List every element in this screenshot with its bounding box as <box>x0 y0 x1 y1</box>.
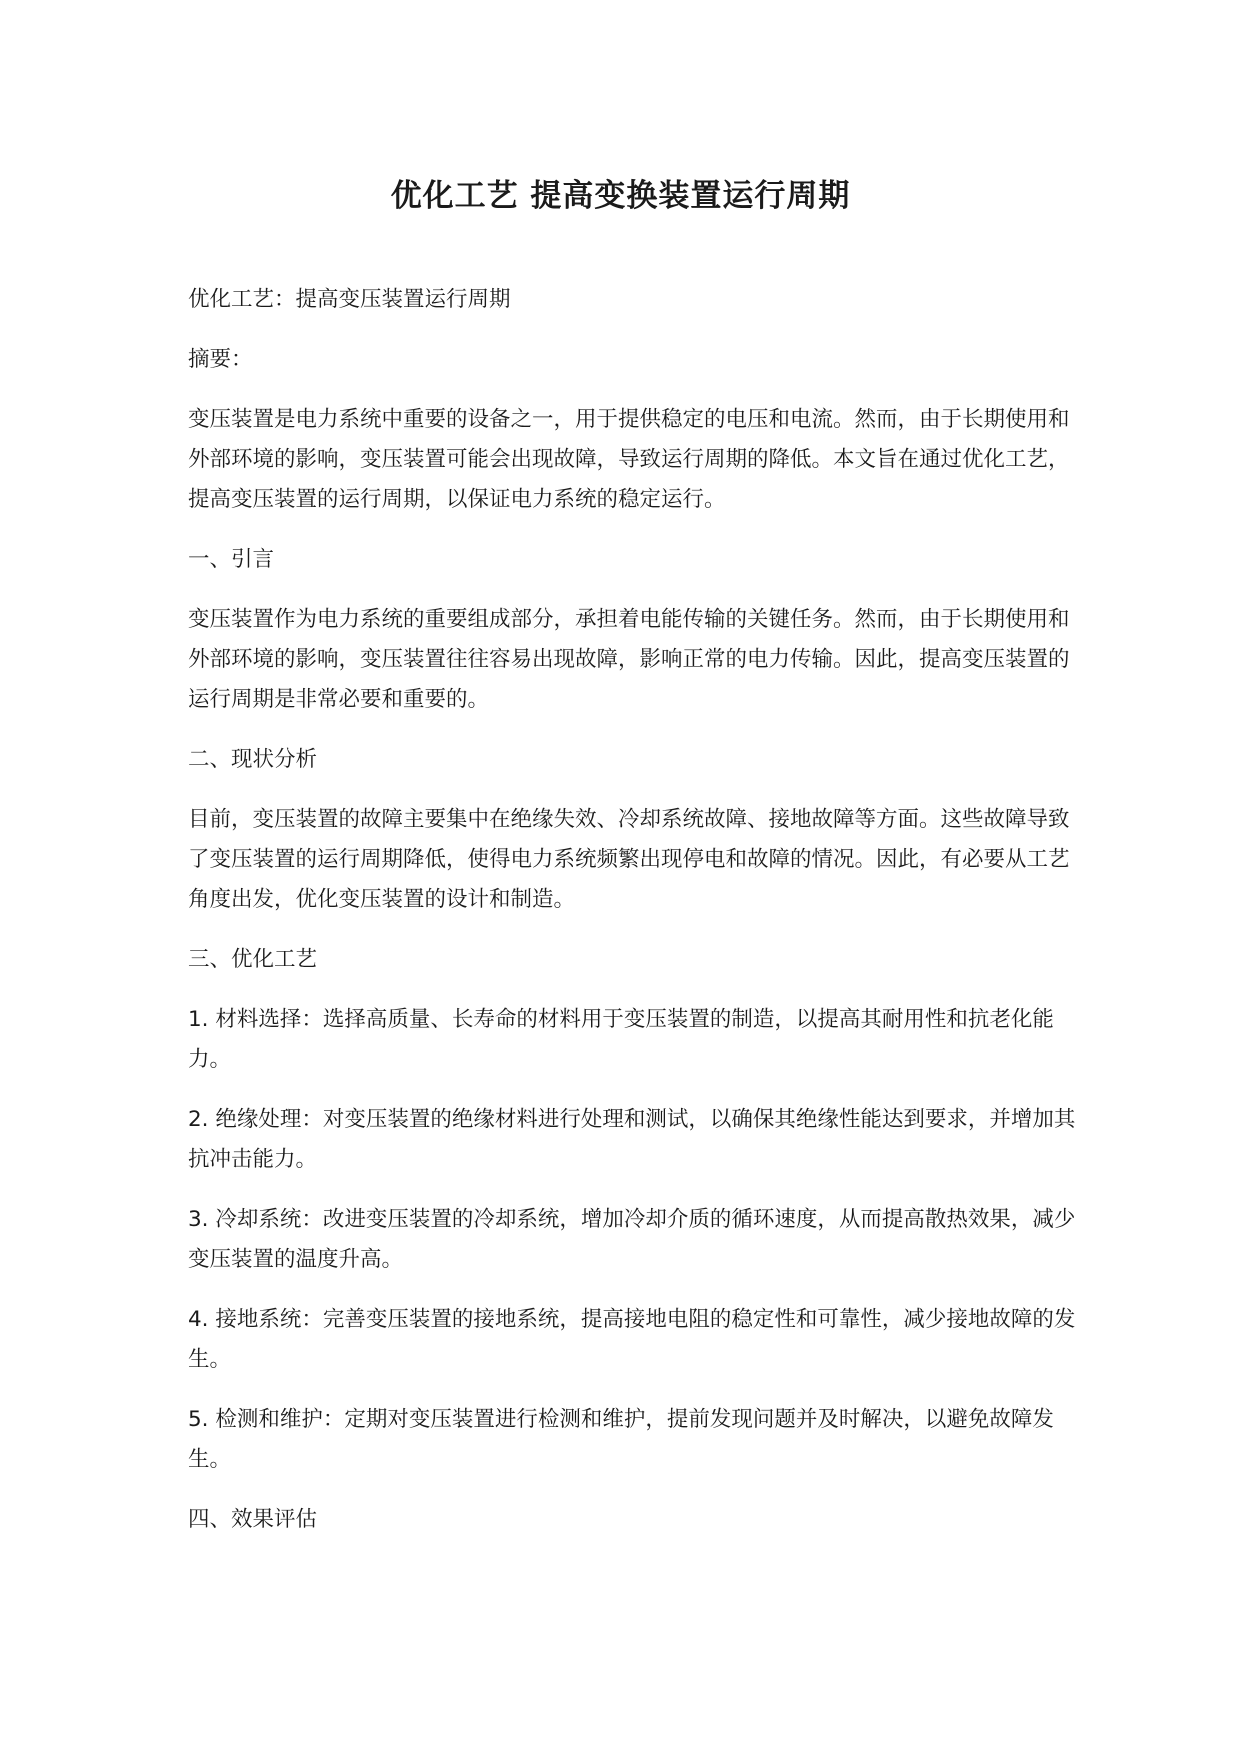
section-heading-effect-evaluation: 四、效果评估 <box>188 1507 318 1532</box>
list-item-material-selection: 1. 材料选择：选择高质量、长寿命的材料用于变压装置的制造，以提高其耐用性和抗老化能力。 <box>188 1007 1054 1072</box>
section-heading-introduction: 一、引言 <box>188 547 275 572</box>
list-item-insulation-treatment: 2. 绝缘处理：对变压装置的绝缘材料进行处理和测试，以确保其绝缘性能达到要求，并增加其抗冲击能力。 <box>188 1107 1076 1172</box>
list-item-grounding-system: 4. 接地系统：完善变压装置的接地系统，提高接地电阻的稳定性和可靠性，减少接地故障的发生。 <box>188 1307 1076 1372</box>
subtitle-line: 优化工艺：提高变压装置运行周期 <box>188 287 511 312</box>
introduction-paragraph: 变压装置作为电力系统的重要组成部分，承担着电能传输的关键任务。然而，由于长期使用和外部环境的影响，变压装置往往容易出现故障，影响正常的电力传输。因此，提高变压装置的运行周期是非常必要和重要的。 <box>188 607 1070 712</box>
status-analysis-paragraph: 目前，变压装置的故障主要集中在绝缘失效、冷却系统故障、接地故障等方面。这些故障导致了变压装置的运行周期降低，使得电力系统频繁出现停电和故障的情况。因此，有必要从工艺角度出发，优化变压装置的设计和制造。 <box>188 807 1070 912</box>
abstract-heading: 摘要： <box>188 347 253 372</box>
document-title: 优化工艺 提高变换装置运行周期 <box>390 178 851 214</box>
section-heading-process-optimization: 三、优化工艺 <box>188 947 318 972</box>
list-item-cooling-system: 3. 冷却系统：改进变压装置的冷却系统，增加冷却介质的循环速度，从而提高散热效果，减少变压装置的温度升高。 <box>188 1207 1076 1272</box>
abstract-paragraph: 变压装置是电力系统中重要的设备之一，用于提供稳定的电压和电流。然而，由于长期使用和外部环境的影响，变压装置可能会出现故障，导致运行周期的降低。本文旨在通过优化工艺，提高变压装置的运行周期，以保证电力系统的稳定运行。 <box>188 407 1070 512</box>
document-body <box>188 280 1088 1540</box>
section-heading-status-analysis: 二、现状分析 <box>188 747 318 772</box>
list-item-inspection-maintenance: 5. 检测和维护：定期对变压装置进行检测和维护，提前发现问题并及时解决，以避免故障发生。 <box>188 1407 1054 1472</box>
